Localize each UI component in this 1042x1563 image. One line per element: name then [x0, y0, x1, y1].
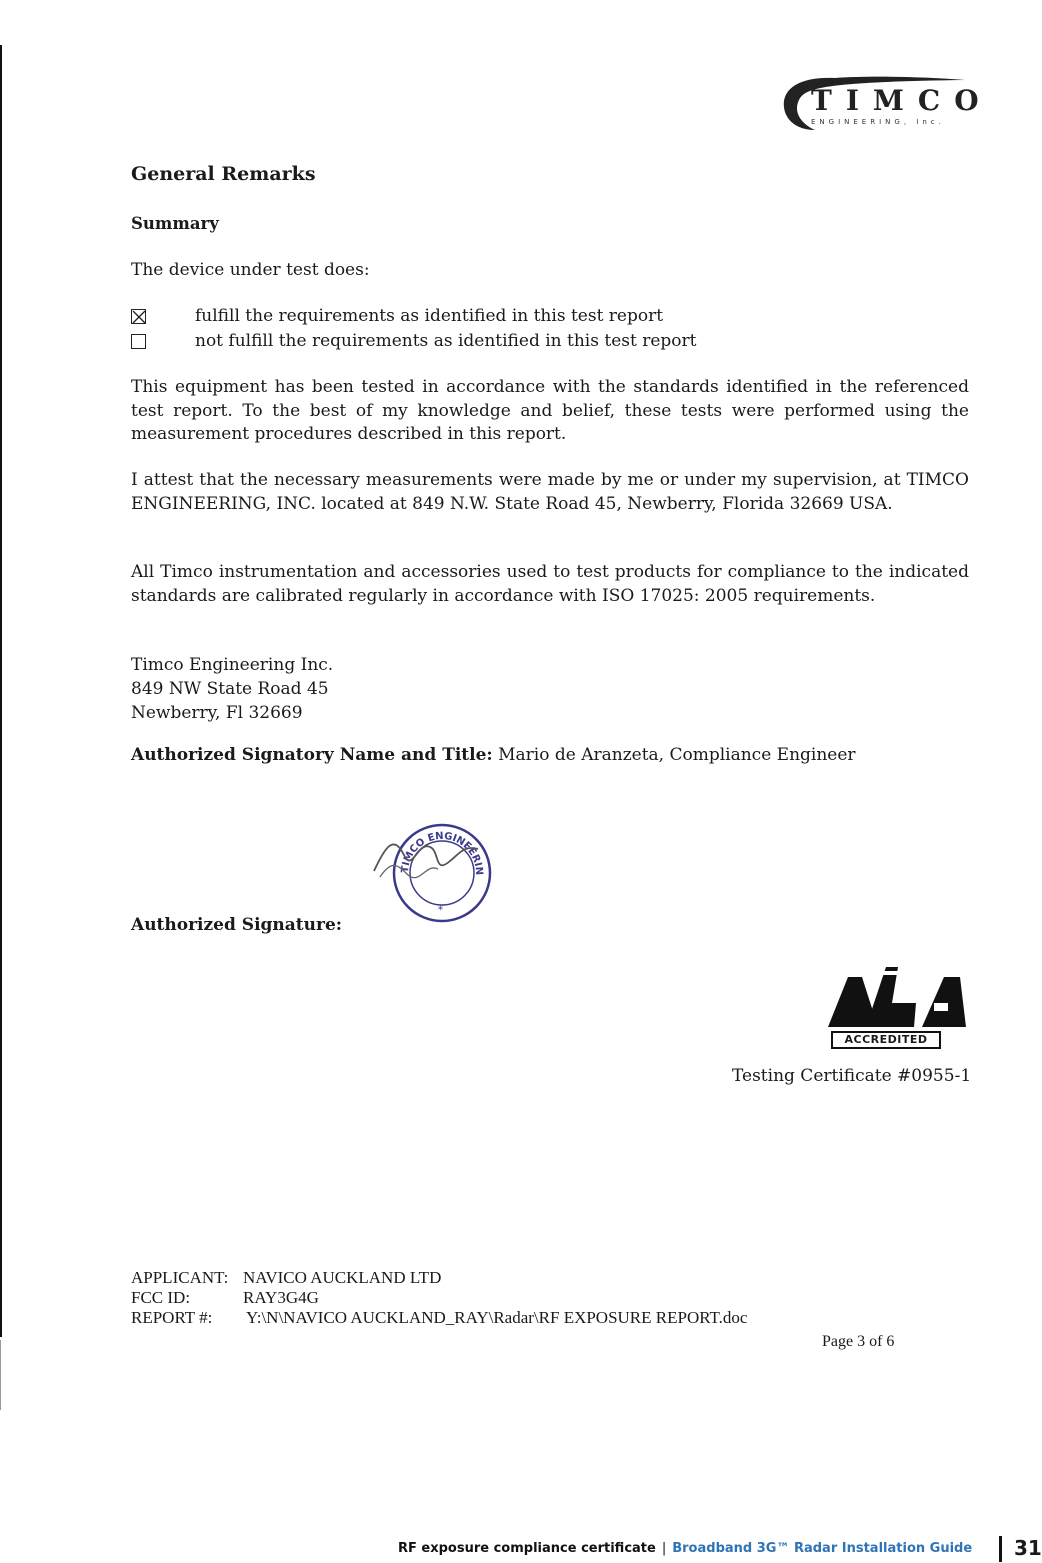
authorized-signatory [131, 745, 856, 765]
seal-stamp-icon [368, 815, 508, 925]
paragraph-standards: This equipment has been tested in accordance with the standards identified in the referenced test report. To the best of my knowledge and belief, these tests were performed using the measurement procedures described in this report. [131, 377, 969, 444]
timco-logo [775, 72, 993, 132]
address-block [131, 653, 333, 725]
svg-text:TIMCO ENGINEERING, INC. [368, 815, 484, 875]
option-not-fulfill-text: not fulfill the requirements as identified in this test report [195, 331, 697, 351]
logo-subtitle: ENGINEERING, Inc. [811, 118, 945, 126]
footer-separator: | [661, 1541, 667, 1556]
footer-guide-title: Broadband 3G™ Radar Installation Guide [672, 1541, 973, 1556]
empty-box-icon [131, 334, 146, 349]
applicant-value: NAVICO AUCKLAND LTD [243, 1268, 442, 1287]
fcc-value: RAY3G4G [243, 1288, 319, 1307]
intro-text: The device under test does: [131, 260, 370, 280]
fcc-label: FCC ID: [131, 1288, 191, 1307]
left-margin-rule-lower [0, 1340, 1, 1410]
accredited-badge: ACCREDITED [831, 1031, 941, 1049]
logo-wordmark: TIMCO [811, 84, 993, 117]
authorized-label: Authorized Signatory Name and Title: [131, 745, 493, 765]
testing-certificate: Testing Certificate #0955-1 [732, 1066, 972, 1086]
signature-label: Authorized Signature: [131, 915, 343, 935]
svg-text:*: * [438, 905, 443, 916]
applicant-label: APPLICANT: [131, 1268, 229, 1287]
paragraph-instrumentation: All Timco instrumentation and accessories used to test products for compliance to the indicated standards are calibrated regularly in accordance with ISO 17025: 2005 requirements. [131, 562, 969, 606]
report-label: REPORT #: [131, 1308, 213, 1327]
address-line: Timco Engineering Inc. [131, 655, 334, 675]
authorized-value: Mario de Aranzeta, Compliance Engineer [498, 745, 856, 765]
option-fulfill-text: fulfill the requirements as identified in this test report [195, 306, 664, 326]
page-number-divider [999, 1536, 1002, 1562]
seal-lettering: TIMCO ENGINEERIN [399, 830, 485, 876]
address-line: Newberry, Fl 32669 [131, 703, 303, 723]
a2la-mark-icon [826, 963, 968, 1029]
guide-footer [398, 1541, 972, 1556]
page-title: General Remarks [131, 163, 316, 185]
a2la-accreditation-logo [826, 963, 968, 1055]
report-page-number: Page 3 of 6 [822, 1333, 895, 1350]
address-line: 849 NW State Road 45 [131, 679, 329, 699]
report-value: Y:\N\NAVICO AUCKLAND_RAY\Radar\RF EXPOSURE REPORT.doc [246, 1308, 748, 1327]
page-number: 31 [1014, 1536, 1042, 1560]
paragraph-attest: I attest that the necessary measurements were made by me or under my supervision, at TIMCO ENGINEERING, INC. located at 849 N.W. State Road 45, Newberry, Florida 32669 USA. [131, 470, 969, 514]
summary-heading: Summary [131, 214, 219, 233]
signature-seal [368, 815, 508, 925]
left-margin-rule [0, 45, 2, 1337]
footer-section: RF exposure compliance certificate [398, 1541, 656, 1556]
checked-box-icon [131, 309, 146, 324]
